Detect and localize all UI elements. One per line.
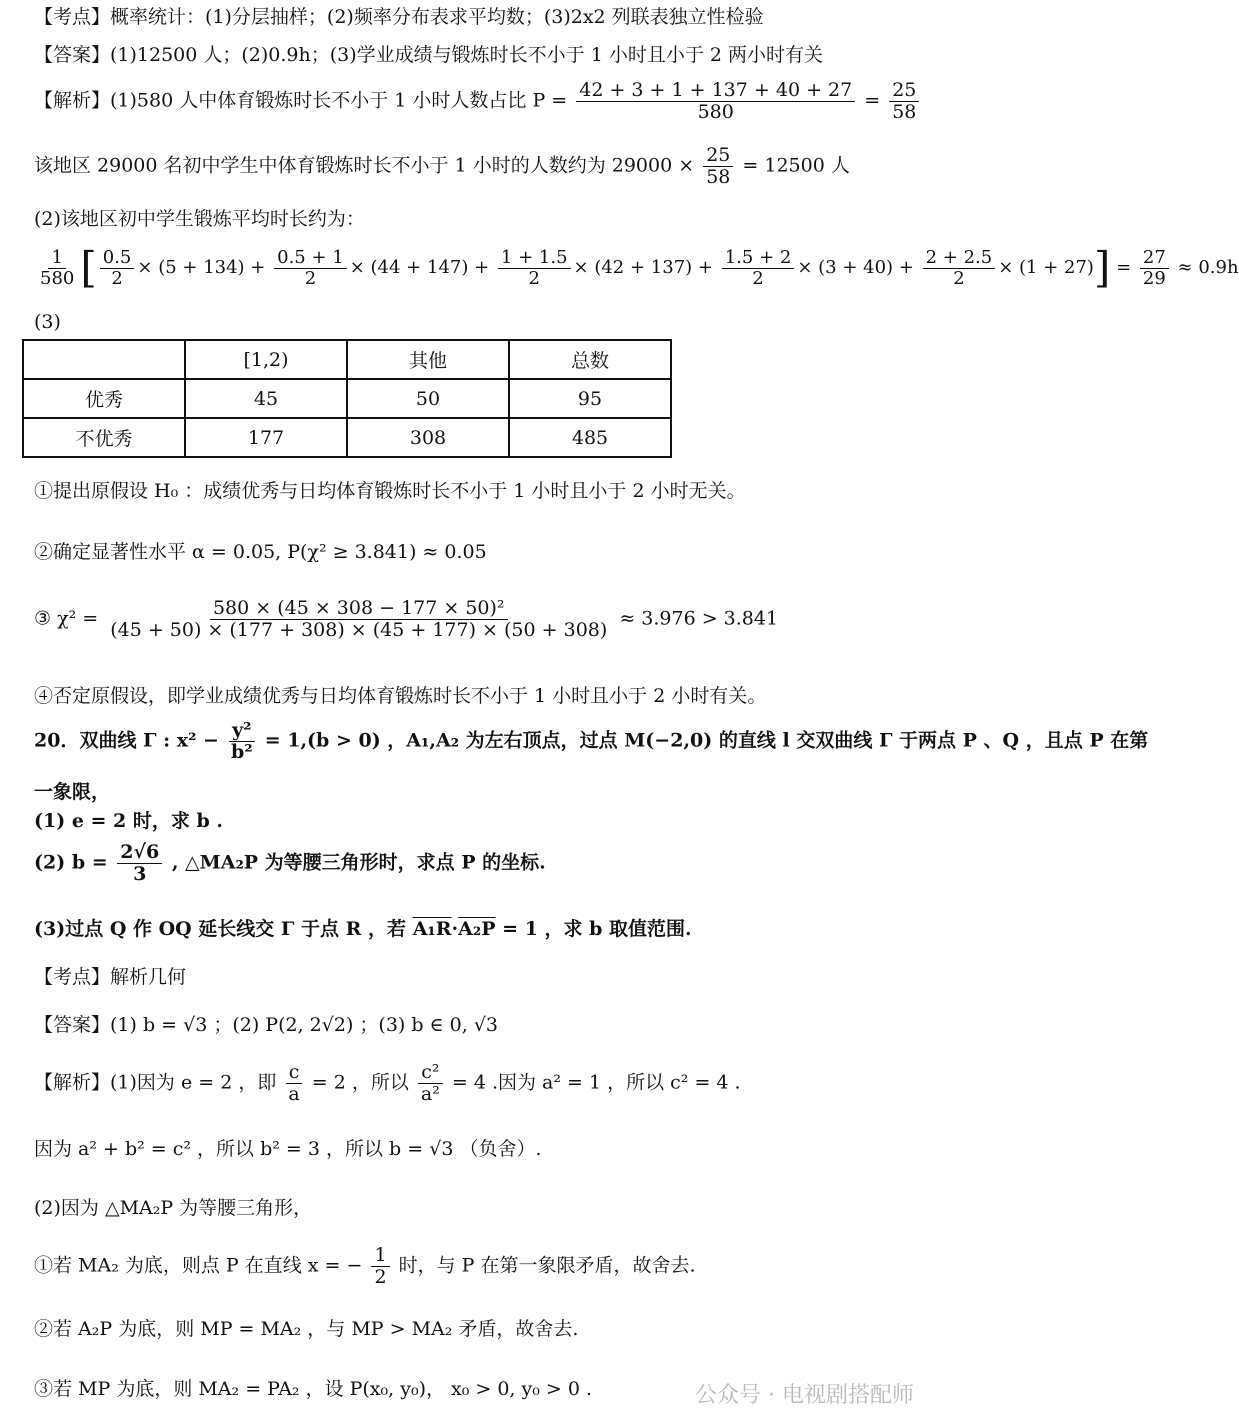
- question-20-part1: (1) e = 2 时，求 b .: [34, 810, 224, 832]
- jiexi-label: 【解析】: [34, 89, 111, 112]
- step-2: ②确定显著性水平 α = 0.05, P(χ² ≥ 3.841) ≈ 0.05: [34, 541, 487, 563]
- jiexi-20-line-1: 【解析】(1)因为 e = 2 ，即 $\frac{c}{a}$ = 2 ，所以 $\frac{\text{c²}}{\text{a²}}$ = 4 .因为 a² = 1 ，所以 c² = 4 .: [34, 1061, 741, 1105]
- table-header-cell: 总数: [509, 340, 671, 379]
- contingency-table: [22, 339, 672, 458]
- kaodian-20: 【考点】解析几何: [34, 966, 187, 988]
- part3-label: (3): [34, 311, 61, 333]
- answer-19: 【答案】(1)12500 人；(2)0.9h；(3)学业成绩与锻炼时长不小于 1 小时且小于 2 两小时有关: [34, 44, 824, 66]
- answer-20: 【答案】(1) b = √3 ；(2) P(2, 2√2) ；(3) b ∈ 0, √3: [34, 1014, 499, 1036]
- question-20-part3: (3)过点 Q 作 OQ 延长线交 Γ 于点 R ，若 A₁R·A₂P = 1 ，求 b 取值范围.: [34, 918, 692, 940]
- population-line: 该地区 29000 名初中学生中体育锻炼时长不小于 1 小时的人数约为 29000 × $\frac{25}{58}$ = 12500 人: [34, 144, 850, 188]
- jiexi-20-line-5: ②若 A₂P 为底，则 MP = MA₂ ，与 MP > MA₂ 矛盾，故舍去.: [34, 1318, 579, 1340]
- vector-a1r: A₁R: [412, 918, 452, 940]
- step-3: ③ χ² = $\frac{\text{580 × (45 × 308 − 177 × 50)²}}{(45 + 50) \times (177 + 308) \times (45 + 177) \times (50 + 308)}$ ≈ 3.976 > 3.841: [34, 597, 779, 641]
- table-cell: 177: [185, 418, 347, 457]
- table-cell: 485: [509, 418, 671, 457]
- jiexi-line-1: 【解析】(1)580 人中体育锻炼时长不小于 1 小时人数占比 P = $\frac{42 + 3 + 1 + 137 + 40 + 27}{580}$ = $\frac{25}{58}$: [34, 80, 922, 123]
- table-cell: 95: [509, 379, 671, 418]
- table-header-cell: [1,2): [185, 340, 347, 379]
- table-row: [23, 418, 671, 457]
- average-heading: (2)该地区初中学生锻炼平均时长约为：: [34, 208, 365, 230]
- table-row: [23, 379, 671, 418]
- jiexi-20-line-2: 因为 a² + b² = c² ，所以 b² = 3 ，所以 b = √3 （负舍）.: [34, 1138, 542, 1160]
- watermark: 公众号 · 电视剧搭配师: [695, 1383, 914, 1408]
- table-cell: 优秀: [23, 379, 185, 418]
- average-formula: $\frac{1}{580}$ [ $\frac{0.5}{2}$ × (5 + 134) + $\frac{0.5 + 1}{2}$ × (44 + 147) + $\frac{1 + 1.5}{2}$ × (42 + 137) + $\frac{1.5 + 2}{2}$ × (3 + 40) + $\frac{2 + 2.5}{2}$ × (1 + 27)] = $\frac{27}{29}$ ≈ 0.9h: [40, 243, 1239, 292]
- jiexi-20-line-4: ①若 MA₂ 为底，则点 P 在直线 x = − $\frac{1}{2}$ 时，与 P 在第一象限矛盾，故舍去.: [34, 1244, 696, 1288]
- ratio-fraction: $\frac{42 + 3 + 1 + 137 + 40 + 27}{580}$: [576, 80, 855, 123]
- step-1: ①提出原假设 H₀ ：成绩优秀与日均体育锻炼时长不小于 1 小时且小于 2 小时无关。: [34, 480, 746, 502]
- table-cell: 50: [347, 379, 509, 418]
- table-cell: 308: [347, 418, 509, 457]
- table-cell: 不优秀: [23, 418, 185, 457]
- ratio-text: (1)580 人中体育锻炼时长不小于 1 小时人数占比 P =: [110, 89, 568, 112]
- question-20-part2: (2) b = $\frac{2√6}{3}$ , △MA₂P 为等腰三角形时，求点 P 的坐标.: [34, 841, 546, 885]
- question-20-cont: 一象限，: [34, 781, 111, 803]
- jiexi-20-line-6: ③若 MP 为底，则 MA₂ = PA₂ ，设 P(x₀, y₀)， x₀ > 0, y₀ > 0 .: [34, 1378, 593, 1400]
- kaodian-19: 【考点】概率统计：(1)分层抽样；(2)频率分布表求平均数；(3)2x2 列联表独立性检验: [34, 6, 764, 28]
- question-20: 20．双曲线 Γ : x² − $\frac{\text{y²}}{\text{b²}}$ = 1,(b > 0) ，A₁,A₂ 为左右顶点，过点 M(−2,0) 的直线 l 交双曲线 Γ 于两点 P 、Q ，且点 P 在第: [34, 719, 1149, 763]
- table-header-row: [23, 340, 671, 379]
- vector-a2p: A₂P: [458, 918, 496, 940]
- table-header-cell: 其他: [347, 340, 509, 379]
- ratio-result: $\frac{25}{58}$: [889, 80, 919, 123]
- step-4: ④否定原假设，即学业成绩优秀与日均体育锻炼时长不小于 1 小时且小于 2 小时有关。: [34, 685, 767, 707]
- chi-square-fraction: $\frac{\text{580 × (45 × 308 − 177 × 50)²}}{(45 + 50) \times (177 + 308) \times (45 + 177) \times (50 + 308)}$: [110, 597, 608, 641]
- jiexi-20-line-3: (2)因为 △MA₂P 为等腰三角形，: [34, 1197, 313, 1219]
- table-cell: 45: [185, 379, 347, 418]
- table-header-cell: [23, 340, 185, 379]
- population-fraction: $\frac{25}{58}$: [703, 145, 733, 188]
